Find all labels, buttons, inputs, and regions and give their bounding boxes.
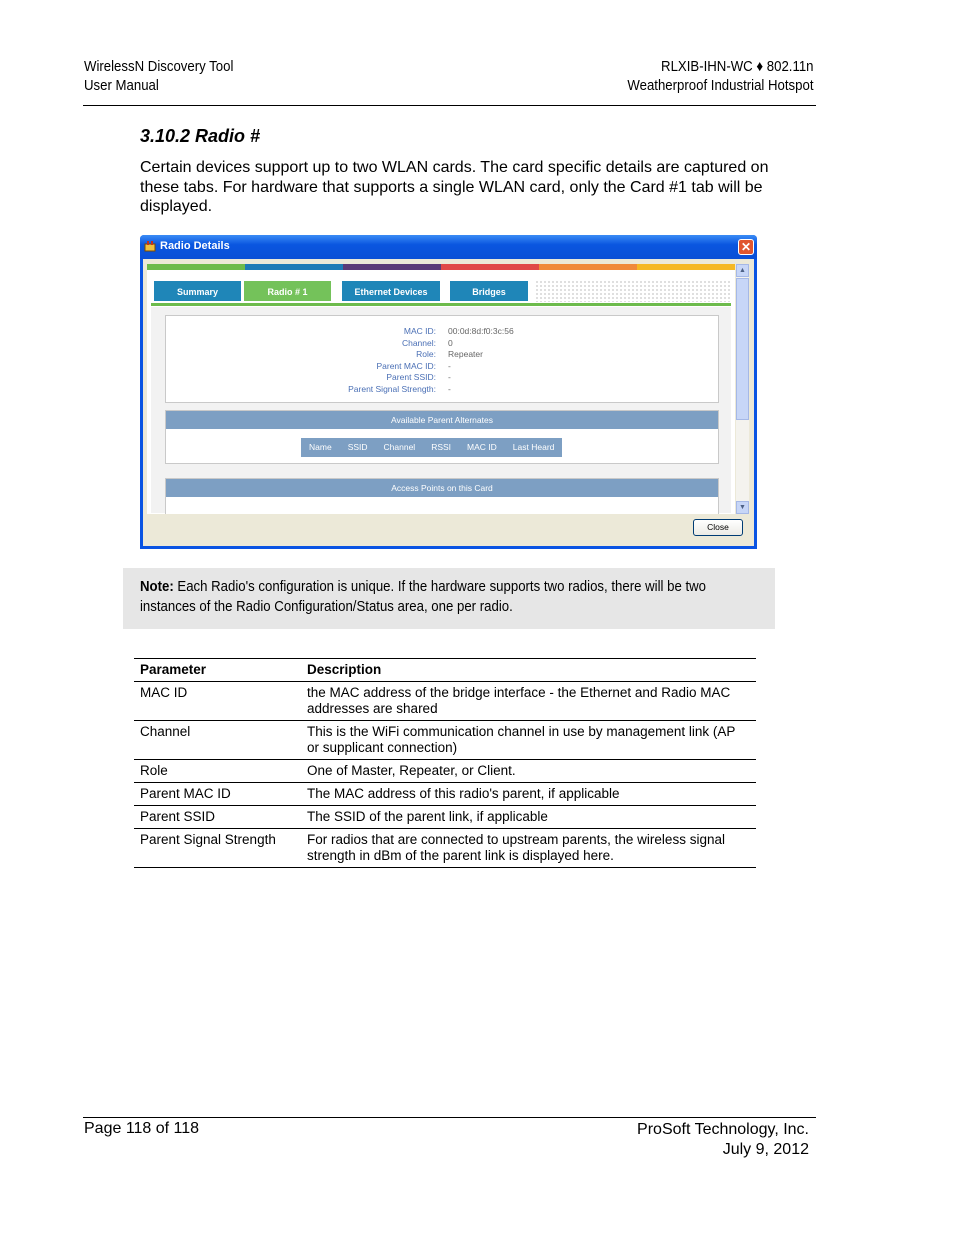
field-label: MAC ID: — [403, 326, 436, 336]
section-intro: Certain devices support up to two WLAN cards. The card specific details are captured on these tabs. For hardware that supports a single WLAN card, only the Card #1 tab will be displayed. — [140, 159, 769, 215]
note-body: Each Radio's configuration is unique. If the hardware supports two radios, there will be two instances of the Radio Configuration/Status area, one per radio. — [140, 578, 707, 615]
field-label: Parent SSID: — [386, 372, 436, 383]
parent-alternates-header: Available Parent Alternates — [166, 411, 718, 429]
parent-alternates-section — [165, 410, 719, 464]
description-cell: For radios that are connected to upstream parents, the wireless signal strength in dBm of the parent link is displayed here. — [301, 829, 756, 868]
note-text — [140, 577, 747, 617]
field-value: 0 — [448, 337, 453, 348]
radio-details-window — [140, 235, 757, 549]
color-stripe-segment — [343, 264, 441, 270]
footer-divider — [83, 1117, 816, 1118]
description-cell: The SSID of the parent link, if applicable — [301, 806, 756, 829]
content-area — [147, 264, 735, 514]
tab-ethernet-devices[interactable]: Ethernet Devices — [341, 280, 441, 302]
description-cell: the MAC address of the bridge interface - the Ethernet and Radio MAC addresses are shared — [301, 682, 756, 721]
column-header-mac-id[interactable]: MAC ID — [467, 442, 497, 452]
field-value: Repeater — [448, 349, 483, 360]
field-value: - — [448, 360, 451, 371]
table-body — [134, 682, 756, 868]
field-label: Parent MAC ID: — [376, 360, 436, 371]
field-label: Parent Signal Strength: — [348, 383, 436, 394]
parameter-table — [134, 658, 756, 868]
field-labels — [348, 326, 436, 396]
color-stripe-segment — [441, 264, 539, 270]
column-header-ssid[interactable]: SSID — [347, 442, 368, 452]
field-value: - — [448, 383, 451, 394]
column-header-description: Description — [301, 659, 756, 682]
table-row — [134, 721, 756, 760]
color-stripe-segment — [637, 264, 735, 270]
access-points-section — [165, 478, 719, 514]
field-label: Channel: — [401, 337, 436, 348]
header-right — [628, 57, 814, 95]
window-body — [143, 259, 754, 546]
company-name: ProSoft Technology, Inc. — [637, 1121, 809, 1138]
scroll-up-icon[interactable]: ▲ — [736, 264, 749, 277]
scroll-down-icon[interactable]: ▼ — [736, 501, 749, 514]
parameter-cell: MAC ID — [134, 682, 301, 721]
note-label: Note: — [140, 578, 174, 595]
table-row — [134, 760, 756, 783]
field-values — [448, 326, 514, 396]
table-row — [134, 806, 756, 829]
vertical-scrollbar[interactable] — [736, 264, 749, 514]
footer-right — [637, 1120, 809, 1159]
tab-bridges[interactable]: Bridges — [449, 280, 529, 302]
description-cell: The MAC address of this radio's parent, if applicable — [301, 783, 756, 806]
table-row — [134, 829, 756, 868]
column-header-parameter: Parameter — [134, 659, 301, 682]
product-name: RLXIB-IHN-WC ♦ 802.11n — [661, 58, 814, 75]
description-cell: This is the WiFi communication channel in use by management link (AP or supplicant connection) — [301, 721, 756, 760]
product-description: Weatherproof Industrial Hotspot — [627, 77, 814, 94]
window-titlebar[interactable] — [140, 235, 757, 259]
header-left — [84, 57, 233, 95]
color-stripe-segment — [245, 264, 343, 270]
dotted-background — [535, 280, 731, 302]
page-number: Page 118 of 118 — [84, 1120, 200, 1137]
table-row — [134, 783, 756, 806]
access-points-header: Access Points on this Card — [166, 479, 718, 497]
description-cell: One of Master, Repeater, or Client. — [301, 760, 756, 783]
parameter-cell: Role — [134, 760, 301, 783]
doc-title: WirelessN Discovery Tool — [84, 58, 234, 75]
color-stripe-segment — [539, 264, 637, 270]
column-header-last-heard[interactable]: Last Heard — [512, 442, 555, 452]
column-header-channel[interactable]: Channel — [383, 442, 416, 452]
column-header-name[interactable]: Name — [309, 442, 332, 452]
tab-summary[interactable]: Summary — [153, 280, 242, 302]
table-header-row — [134, 659, 756, 682]
active-tab-underline — [151, 303, 731, 306]
color-stripe-segment — [147, 264, 245, 270]
color-stripe — [147, 264, 735, 270]
section-title: 3.10.2 Radio # — [140, 126, 261, 146]
close-button[interactable]: Close — [693, 519, 743, 536]
parent-alternates-columns — [301, 438, 562, 457]
table-row — [134, 682, 756, 721]
radio-panel — [151, 307, 731, 513]
parameter-cell: Parent Signal Strength — [134, 829, 301, 868]
field-value: 00:0d:8d:f0:3c:56 — [448, 326, 514, 336]
window-title: Radio Details — [160, 240, 230, 252]
parameter-cell: Parent MAC ID — [134, 783, 301, 806]
tab-radio-1[interactable]: Radio # 1 — [243, 280, 332, 302]
parameter-cell: Channel — [134, 721, 301, 760]
scroll-thumb[interactable] — [736, 278, 749, 420]
header-divider — [83, 105, 816, 106]
field-label: Role: — [416, 349, 436, 360]
app-icon — [144, 240, 156, 252]
publish-date: July 9, 2012 — [722, 1140, 809, 1158]
note-box — [123, 568, 775, 629]
radio-info-box — [165, 315, 719, 403]
parameter-cell: Parent SSID — [134, 806, 301, 829]
field-value: - — [448, 372, 451, 383]
window-close-icon[interactable]: ✕ — [738, 239, 754, 255]
doc-subtitle: User Manual — [84, 77, 159, 94]
column-header-rssi[interactable]: RSSI — [431, 442, 452, 452]
